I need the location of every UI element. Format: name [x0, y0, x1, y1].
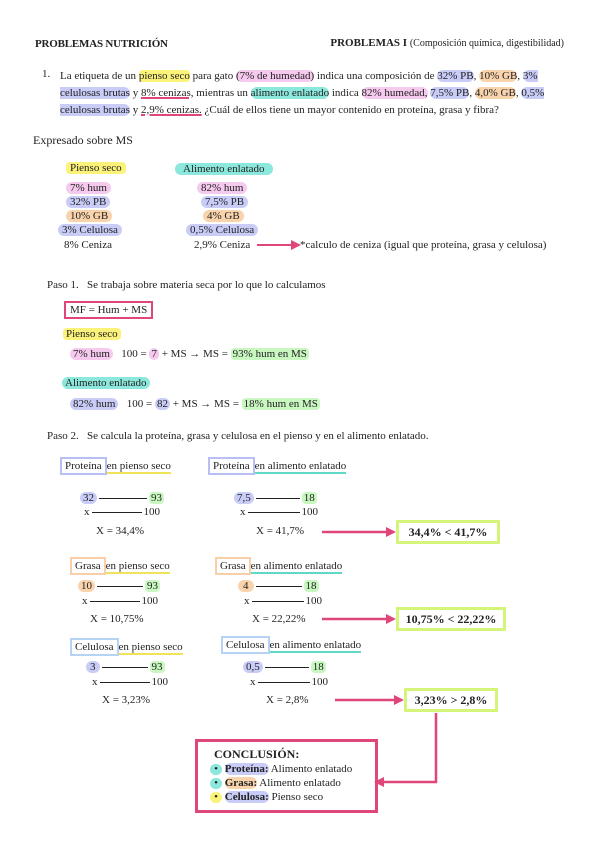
gras-a-b: 18 [305, 580, 317, 592]
p-t7: 10% GB [479, 70, 518, 82]
p-t2: pienso seco [138, 70, 190, 82]
gras-p-t2: en pienso seco [105, 560, 170, 572]
p-t14: 82% humedad, [361, 87, 428, 99]
header-right-rest: (Composición química, digestibilidad) [409, 38, 564, 49]
paso2-text: Se calcula la proteína, grasa y celulosa en el pienso y en el alimento enlatado. [87, 430, 429, 442]
gras-p-b: 93 [147, 580, 158, 592]
c2-gb: 4% GB [203, 210, 244, 222]
eq1-d: + MS → MS = [161, 348, 228, 360]
conclusion-item-fat: • Grasa: Alimento enlatado [210, 776, 352, 790]
prot-p-c: 100 [143, 506, 160, 518]
prot-a-c: 100 [301, 506, 318, 518]
result-cellulose: 3,23% > 2,8% [404, 688, 498, 712]
cel-a-b: 18 [312, 661, 324, 673]
gras-p-t1: Grasa [70, 557, 106, 575]
col1-header: Pienso seco [66, 162, 126, 174]
c2-pb: 7,5% PB [201, 196, 248, 208]
formula-box: MF = Hum + MS [64, 301, 153, 319]
problem-number: 1. [42, 68, 51, 80]
p-t16: 4,0% GB [474, 87, 516, 99]
p-t10: 8% cenizas, [140, 87, 194, 99]
paso1-alimento-label: Alimento enlatado [62, 377, 150, 389]
c1-gb: 10% GB [66, 210, 112, 222]
p-t9: y [132, 87, 139, 99]
prot-a-t1: Proteína [208, 457, 255, 475]
prot-p-b: 93 [151, 492, 162, 504]
prot-p-t1: Proteína [60, 457, 107, 475]
prot-a-x: x [240, 506, 246, 518]
c1-pb: 32% PB [66, 196, 110, 208]
prot-p-x: x [84, 506, 90, 518]
p-t15: 7,5% PB [430, 87, 470, 99]
gras-a-result: X = 22,22% [252, 613, 306, 625]
gras-p-result: X = 10,75% [90, 613, 144, 625]
eq2-d: + MS → MS = [172, 398, 239, 410]
result-fat: 10,75% < 22,22% [396, 607, 506, 631]
arrow-conclusion [382, 713, 436, 782]
col2-header: Alimento enlatado [175, 163, 273, 175]
c1-cel: 3% Celulosa [58, 224, 122, 236]
cel-a-t1: Celulosa [221, 636, 270, 654]
gras-p-a: 10 [78, 580, 95, 592]
gras-p-c: 100 [141, 595, 158, 607]
p-t5: indica una composición de [316, 70, 435, 82]
gras-a-a: 4 [238, 580, 254, 592]
cel-p-result: X = 3,23% [102, 694, 151, 706]
prot-p-t2: en pienso seco [106, 460, 171, 472]
conclusion-box [195, 739, 378, 813]
c2-cel: 0,5% Celulosa [186, 224, 258, 236]
conclusion-item-protein: • Proteína: Alimento enlatado [210, 762, 352, 776]
p-t3: para gato [192, 70, 234, 82]
gras-a-t1: Grasa [215, 557, 251, 575]
conclusion-list [210, 762, 352, 804]
p-t12: alimento enlatado [250, 87, 330, 99]
problem-statement: La etiqueta de un pienso seco para gato (7% de humedad) indica una composición de 32% PB, 10% GB, 3% celulosas brutas y 8% cenizas, mientras un alimento enlatado indica 82% humedad, 7,5% PB, 4,0% GB, 0,5% celulosas brutas y 2,9% cenizas. ¿Cuál de ellos tiene un mayor contenido en proteína, grasa y fibra? [60, 70, 545, 116]
cel-p-c: 100 [151, 676, 168, 688]
prot-a-result: X = 41,7% [256, 525, 305, 537]
p-t4: (7% de humedad) [235, 70, 315, 82]
ash-note: *calculo de ceniza (igual que proteína, grasa y celulosa) [300, 239, 547, 251]
p-t8: 3% celulosas brutas [60, 70, 538, 99]
cel-a-t2: en alimento enlatado [269, 639, 362, 651]
prot-p-a: 32 [80, 492, 97, 504]
ci1-k: Grasa: [224, 777, 258, 789]
paso1-label: Paso 1. [47, 279, 79, 291]
eq1-a: 7% hum [70, 348, 113, 360]
cel-p-b: 93 [151, 661, 163, 673]
eq1-c: 7 [151, 348, 157, 360]
eq2-c: 82 [156, 398, 168, 410]
ci0-k: Proteína: [224, 763, 269, 775]
p-t19: 2,9% cenizas. [140, 104, 202, 116]
p-t20: ¿Cuál de ellos tiene un mayor contenido en proteína, grasa y fibra? [204, 104, 499, 116]
cel-a-a: 0,5 [243, 661, 263, 673]
cel-a-result: X = 2,8% [266, 694, 309, 706]
c1-hum: 7% hum [66, 182, 111, 194]
c2-hum: 82% hum [197, 182, 247, 194]
cel-a-x: x [250, 676, 256, 688]
conclusion-title: CONCLUSIÓN: [214, 747, 300, 761]
result-protein: 34,4% < 41,7% [396, 520, 500, 544]
gras-p-x: x [82, 595, 88, 607]
p-t11: mientras un [196, 87, 248, 99]
ci1-v: Alimento enlatado [259, 777, 341, 789]
cel-p-x: x [92, 676, 98, 688]
cel-p-t2: en pienso seco [118, 641, 183, 653]
ci2-v: Pienso seco [271, 791, 324, 803]
gras-a-t2: en alimento enlatado [250, 560, 343, 572]
c2-cen: 2,9% Ceniza [194, 239, 251, 251]
p-t17: 0,5% celulosas brutas [60, 87, 545, 116]
header-left: PROBLEMAS NUTRICIÓN [35, 38, 168, 50]
cel-p-t1: Celulosa [70, 638, 119, 656]
prot-a-t2: en alimento enlatado [254, 460, 347, 472]
eq1-b: 100 = [121, 348, 147, 360]
prot-a-a: 7,5 [234, 492, 254, 504]
cel-p-a: 3 [86, 661, 100, 673]
prot-p-result: X = 34,4% [96, 525, 145, 537]
ms-title: Expresado sobre MS [33, 133, 133, 147]
paso1-pienso-label: Pienso seco [63, 328, 121, 340]
p-t13: indica [331, 87, 359, 99]
header-right-bold: PROBLEMAS I [330, 37, 408, 49]
eq1-e: 93% hum en MS [232, 348, 307, 360]
eq2-b: 100 = [126, 398, 153, 410]
c1-cen: 8% Ceniza [64, 239, 112, 251]
eq2-e: 18% hum en MS [243, 398, 318, 410]
paso2-label: Paso 2. [47, 430, 79, 442]
eq2-a: 82% hum [70, 398, 118, 410]
p-t6: 32% PB [437, 70, 474, 82]
paso1-text: Se trabaja sobre materia seca por lo que lo calculamos [87, 279, 326, 291]
conclusion-item-cellulose: • Celulosa: Pienso seco [210, 790, 352, 804]
gras-a-c: 100 [305, 595, 322, 607]
gras-a-x: x [244, 595, 250, 607]
p-t1: La etiqueta de un [60, 70, 137, 82]
ci2-k: Celulosa: [224, 791, 269, 803]
cel-a-c: 100 [311, 676, 328, 688]
ci0-v: Alimento enlatado [270, 763, 353, 775]
p-t18: y [132, 104, 139, 116]
prot-a-b: 18 [303, 492, 315, 504]
